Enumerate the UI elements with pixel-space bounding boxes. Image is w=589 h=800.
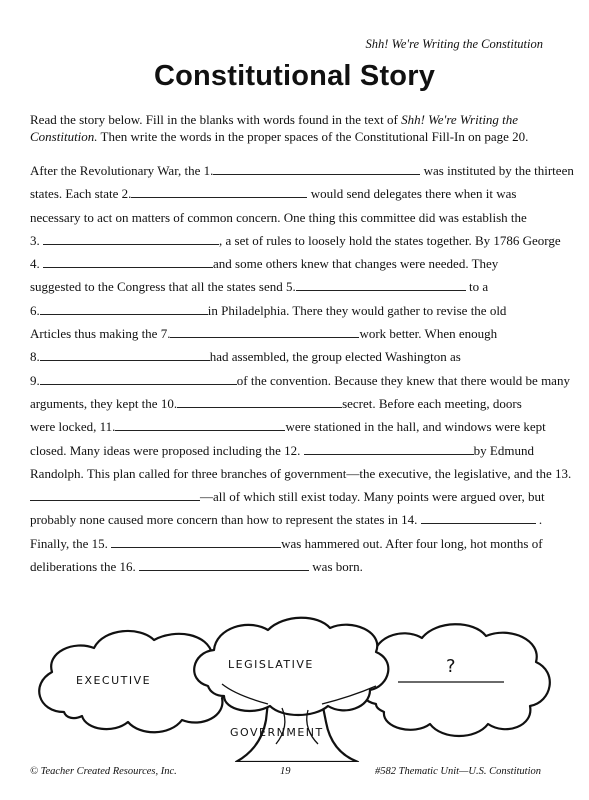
story-text: were stationed in the hall, and windows were kept xyxy=(285,419,546,435)
story-text: would send delegates there when it was xyxy=(310,186,517,202)
story-line xyxy=(30,558,560,581)
story-text: secret. Before each meeting, doors xyxy=(342,395,522,411)
story-text: After the Revolutionary War, the 1. xyxy=(30,163,214,178)
story-paragraph xyxy=(30,162,574,581)
story-line xyxy=(30,185,560,208)
legislative-label: LEGISLATIVE xyxy=(228,658,314,671)
story-line xyxy=(30,255,560,278)
story-text: , a set of rules to loosely hold the states together. By 1786 George xyxy=(219,232,561,248)
story-text: had assembled, the group elected Washington as xyxy=(209,349,461,365)
question-mark-label: ? xyxy=(446,656,458,677)
story-text: 3. xyxy=(30,232,40,248)
page-title: Constitutional Story xyxy=(153,60,436,92)
story-text: Randolph. This plan called for three branches of government—the executive, the legislative, and the 13. xyxy=(30,465,572,481)
story-text: was born. xyxy=(312,559,363,575)
story-text: closed. Many ideas were proposed including the 12. xyxy=(30,442,301,458)
story-line xyxy=(30,232,560,255)
story-line xyxy=(30,348,560,371)
story-text: 6. xyxy=(30,302,40,318)
story-line xyxy=(30,395,560,418)
story-text: probably none caused more concern than how to represent the states in 14. xyxy=(30,512,418,528)
story-text: work better. When enough xyxy=(359,326,498,342)
blank-3[interactable] xyxy=(43,233,219,245)
story-line xyxy=(30,442,560,465)
story-line xyxy=(30,302,560,325)
story-text: deliberations the 16. xyxy=(30,559,136,575)
story-text: necessary to act on matters of common concern. One thing this committee did was establish the xyxy=(30,209,527,225)
story-line xyxy=(30,278,560,301)
story-line xyxy=(30,465,572,488)
story-line xyxy=(30,372,570,395)
blank-2[interactable] xyxy=(131,186,307,198)
instructions xyxy=(30,111,550,145)
government-label: GOVERNMENT xyxy=(230,726,324,739)
blank-9[interactable] xyxy=(40,373,237,385)
blank-6[interactable] xyxy=(40,303,208,315)
story-line xyxy=(30,209,560,232)
story-text: Articles thus making the 7. xyxy=(30,326,171,342)
story-text: 4. xyxy=(30,256,40,272)
story-line xyxy=(30,511,560,534)
instructions-text-1: Read the story below. Fill in the blanks with words found in the text of xyxy=(30,112,402,127)
series-title: Shh! We're Writing the Constitution xyxy=(365,37,543,51)
story-line xyxy=(30,488,560,511)
footer-unit: #582 Thematic Unit—U.S. Constitution xyxy=(375,766,541,777)
story-line xyxy=(30,162,574,185)
story-text: by Edmund xyxy=(473,442,534,458)
executive-label: EXECUTIVE xyxy=(76,674,152,687)
story-line xyxy=(30,418,560,441)
blank-5[interactable] xyxy=(296,279,466,291)
story-text: 8. xyxy=(30,349,40,365)
story-text: of the convention. Because they knew that there would be many xyxy=(236,372,570,388)
footer-page-number: 19 xyxy=(280,766,291,777)
story-text: and some others knew that changes were needed. They xyxy=(213,256,499,272)
story-text: Finally, the 15. xyxy=(30,535,108,551)
book-title: Shh! We're Writing the Constitution. xyxy=(30,112,519,144)
blank-15[interactable] xyxy=(111,536,281,548)
story-text: was hammered out. After four long, hot months of xyxy=(281,535,543,551)
story-text: in Philadelphia. There they would gather to revise the old xyxy=(207,302,507,318)
story-line xyxy=(30,325,560,348)
story-line xyxy=(30,535,560,558)
blank-7[interactable] xyxy=(170,326,359,338)
instructions-text-2: Then write the words in the proper spaces of the Constitutional Fill-In on page 20. xyxy=(97,129,529,144)
story-text: states. Each state 2. xyxy=(30,186,132,202)
blank-14[interactable] xyxy=(421,512,536,524)
blank-16[interactable] xyxy=(139,559,309,571)
story-text: to a xyxy=(468,279,489,295)
blank-4[interactable] xyxy=(43,256,213,268)
blank-11[interactable] xyxy=(115,419,285,431)
story-text: suggested to the Congress that all the states send 5. xyxy=(30,279,296,295)
story-text: arguments, they kept the 10. xyxy=(30,395,178,411)
blank-10[interactable] xyxy=(177,396,342,408)
blank-13[interactable] xyxy=(30,489,200,501)
tree-illustration xyxy=(36,612,556,762)
question-cloud xyxy=(358,624,549,736)
story-text: was instituted by the thirteen xyxy=(423,163,574,178)
story-text: . xyxy=(538,512,543,528)
story-text: 9. xyxy=(30,372,40,388)
footer-publisher: © Teacher Created Resources, Inc. xyxy=(30,766,177,777)
blank-12[interactable] xyxy=(304,443,474,455)
story-text: were locked, 11. xyxy=(30,419,116,435)
blank-8[interactable] xyxy=(40,349,210,361)
blank-1[interactable] xyxy=(213,163,420,175)
story-text: —all of which still exist today. Many points were argued over, but xyxy=(200,489,545,505)
